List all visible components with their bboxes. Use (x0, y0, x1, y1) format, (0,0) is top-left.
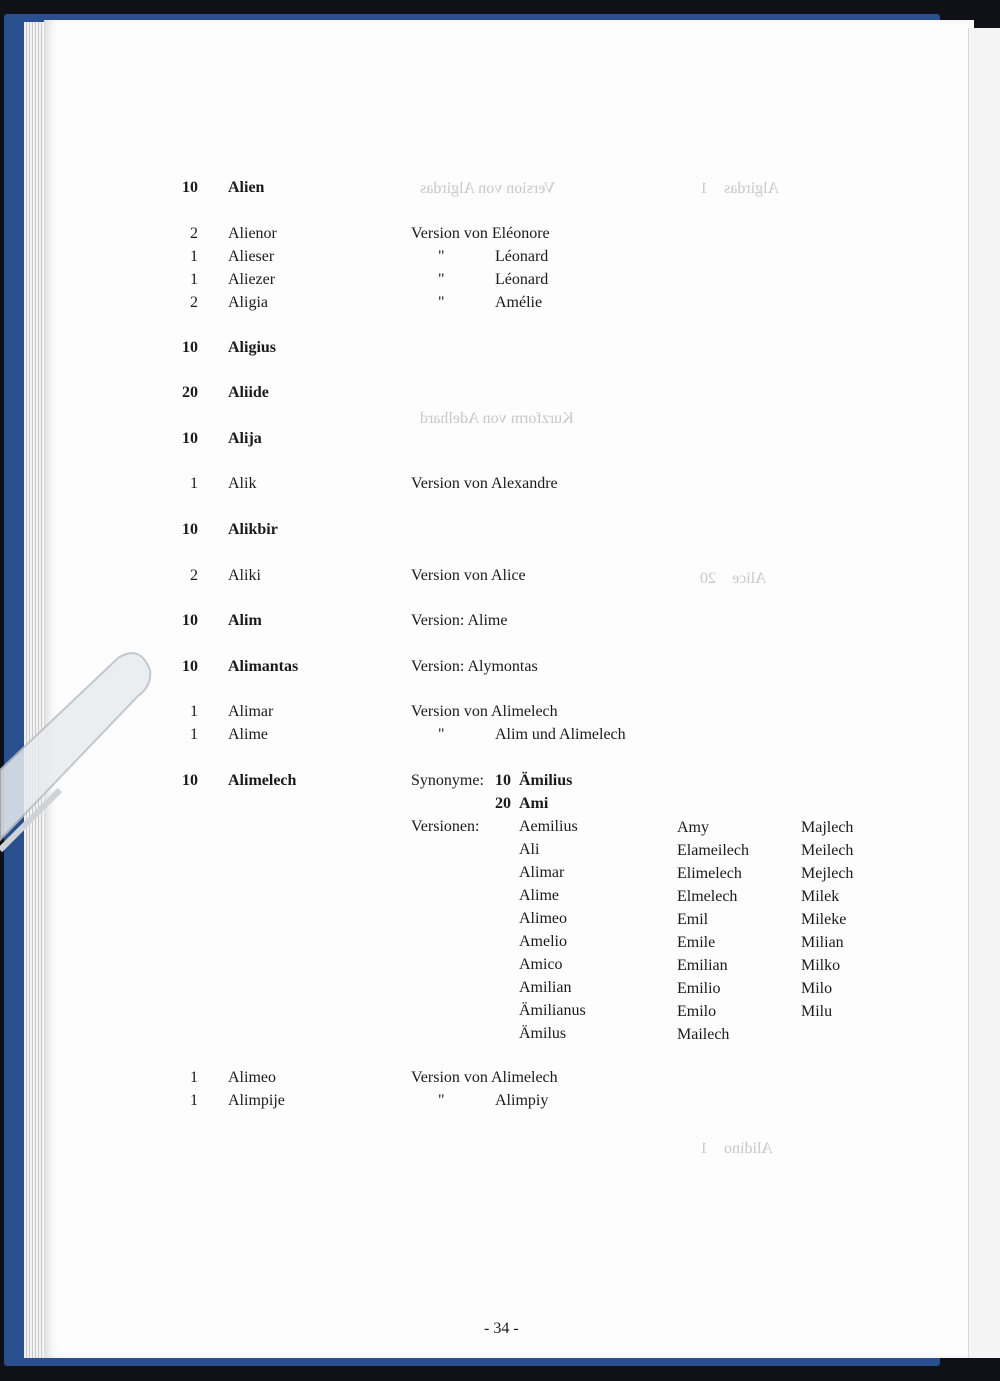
bleed-through: Kurzform von Adelhard (420, 410, 574, 427)
version-name: Ämilus (519, 1025, 567, 1042)
bleed-through: Algirdas 1 (700, 180, 780, 197)
version-name: Mejlech (801, 865, 854, 882)
entry-description: Amélie (495, 294, 543, 311)
entry-name: Aligius (228, 339, 277, 356)
entry-name: Alime (228, 726, 268, 743)
entry-description: Léonard (495, 248, 549, 265)
entry-count: 10 (182, 612, 198, 629)
bleed-through: Alice 20 (700, 570, 767, 587)
entry-name: Aliezer (228, 271, 276, 288)
entry-count: 2 (190, 294, 198, 311)
ditto-mark: " (438, 1092, 445, 1109)
next-page-edge (968, 28, 1000, 1358)
entry-name: Alien (228, 179, 265, 196)
entry-count: 20 (182, 384, 198, 401)
synonym-name: Ämilius (519, 772, 573, 789)
version-name: Amy (677, 819, 709, 836)
synonyme-label: Synonyme: (411, 772, 484, 789)
version-name: Milian (801, 934, 844, 951)
entry-name: Alimpije (228, 1092, 285, 1109)
ditto-mark: " (438, 726, 445, 743)
version-name: Meilech (801, 842, 854, 859)
version-name: Elmelech (677, 888, 738, 905)
entry-count: 2 (190, 225, 198, 242)
entry-name: Alik (228, 475, 257, 492)
version-name: Emilio (677, 980, 721, 997)
entry-count: 10 (182, 430, 198, 447)
entry-count: 10 (182, 658, 198, 675)
ditto-mark: " (438, 248, 445, 265)
entry-description: Version von Alimelech (411, 1069, 558, 1086)
entry-count: 1 (190, 271, 198, 288)
entry-name: Alimeo (228, 1069, 276, 1086)
version-name: Amilian (519, 979, 572, 996)
version-name: Mileke (801, 911, 847, 928)
synonym-name: Ami (519, 795, 549, 812)
version-name: Milo (801, 980, 833, 997)
entry-count: 10 (182, 339, 198, 356)
version-name: Ali (519, 841, 540, 858)
entry-count: 1 (190, 248, 198, 265)
versionen-label: Versionen: (411, 818, 480, 835)
version-name: Elameilech (677, 842, 749, 859)
version-name: Alime (519, 887, 559, 904)
version-name: Ämilianus (519, 1002, 586, 1019)
entry-count: 2 (190, 567, 198, 584)
synonym-count: 20 (495, 795, 511, 812)
ditto-mark: " (438, 271, 445, 288)
entry-description: Alim und Alimelech (495, 726, 626, 743)
entry-name: Alieser (228, 248, 275, 265)
version-name: Amico (519, 956, 563, 973)
version-name: Alimeo (519, 910, 567, 927)
version-name: Alimar (519, 864, 565, 881)
version-name: Emil (677, 911, 709, 928)
entry-count: 10 (182, 521, 198, 538)
version-name: Elimelech (677, 865, 742, 882)
entry-name: Aliki (228, 567, 261, 584)
version-name: Majlech (801, 819, 854, 836)
entry-count: 1 (190, 475, 198, 492)
version-name: Emilo (677, 1003, 717, 1020)
version-name: Mailech (677, 1026, 730, 1043)
entry-description: Léonard (495, 271, 549, 288)
entry-count: 1 (190, 726, 198, 743)
ditto-mark: " (438, 294, 445, 311)
entry-name: Alienor (228, 225, 277, 242)
entry-name: Alikbir (228, 521, 278, 538)
entry-name: Alimantas (228, 658, 299, 675)
synonym-count: 10 (495, 772, 511, 789)
entry-name: Alimar (228, 703, 274, 720)
entry-description: Version von Alimelech (411, 703, 558, 720)
entry-name: Aliide (228, 384, 269, 401)
entry-name: Aligia (228, 294, 268, 311)
entry-count: 10 (182, 179, 198, 196)
entry-description: Alimpiy (495, 1092, 549, 1109)
version-name: Milko (801, 957, 841, 974)
entry-count: 1 (190, 703, 198, 720)
entry-name: Alija (228, 430, 262, 447)
version-name: Aemilius (519, 818, 578, 835)
entry-count: 1 (190, 1092, 198, 1109)
entry-description: Version von Eléonore (411, 225, 550, 242)
entry-description: Version von Alexandre (411, 475, 558, 492)
entry-description: Version: Alime (411, 612, 508, 629)
entry-name: Alim (228, 612, 262, 629)
version-name: Milek (801, 888, 840, 905)
page-number: - 34 - (484, 1320, 519, 1337)
entry-name: Alimelech (228, 772, 297, 789)
version-name: Emile (677, 934, 716, 951)
entry-count: 1 (190, 1069, 198, 1086)
entry-description: Version: Alymontas (411, 658, 538, 675)
version-name: Amelio (519, 933, 567, 950)
entry-description: Version von Alice (411, 567, 526, 584)
entry-count: 10 (182, 772, 198, 789)
book-page (44, 20, 974, 1358)
version-name: Milu (801, 1003, 833, 1020)
bleed-through: Alidino 1 (700, 1140, 773, 1157)
bleed-through: Version von Algirdas (420, 180, 556, 197)
version-name: Emilian (677, 957, 728, 974)
